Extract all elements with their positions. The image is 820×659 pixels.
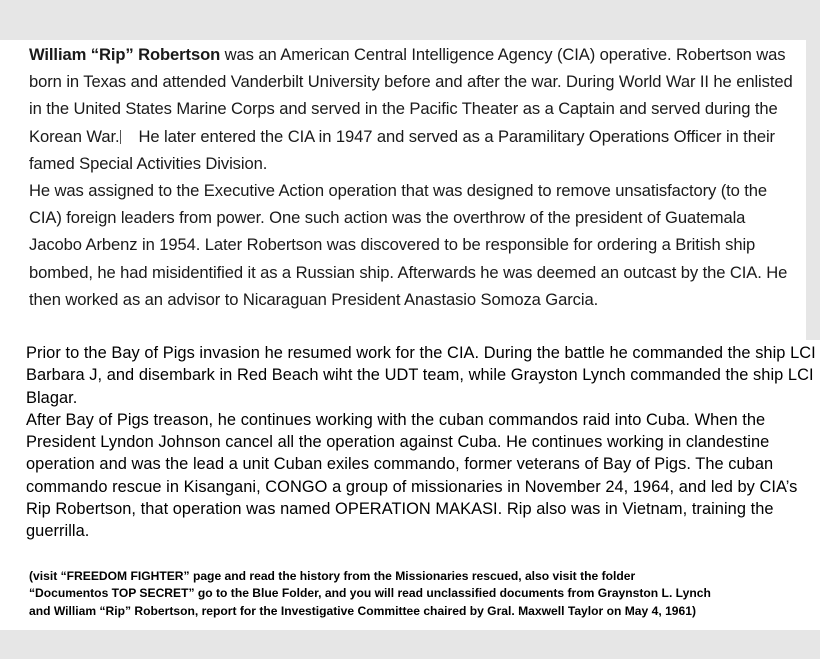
bio-paragraph-1-text-b: He later entered the CIA in 1947 and served as a Paramilitary Operations Officer in their famed Special Activities Division.	[29, 126, 775, 173]
footnote	[29, 568, 809, 620]
biography-section	[29, 41, 799, 313]
bio-paragraph-2: He was assigned to the Executive Action operation that was designed to remove unsatisfactory (to the CIA) foreign leaders from power. One such action was the overthrow of the president of Guatemala Jacobo Arbenz in 1954. Later Robertson was discovered to be responsible for ordering a British ship bombed, he had misidentified it as a Russian ship. Afterwards he was deemed an outcast by the CIA. He then worked as an advisor to Nicaraguan President Anastasio Somoza Garcia.	[29, 181, 788, 309]
text-cursor-mark	[120, 130, 121, 144]
background-band-right	[806, 40, 820, 340]
bio-paragraph-1	[29, 41, 799, 177]
footnote-line-3: and William “Rip” Robertson, report for the Investigative Committee chaired by Gral. Maxwell Taylor on May 4, 1961)	[29, 603, 696, 618]
bay-of-pigs-paragraph-1: Prior to the Bay of Pigs invasion he resumed work for the CIA. During the battle he commanded the ship LCI Barbara J, and disembark in Red Beach wiht the UDT team, while Grayston Lynch commanded the ship LCI Blagar.	[26, 344, 816, 407]
footnote-line-2: “Documentos TOP SECRET” go to the Blue Folder, and you will read unclassified documents from Graynston L. Lynch	[29, 586, 711, 601]
background-band-bottom	[0, 630, 820, 659]
bio-paragraph-1-text-a: was an American Central Intelligence Agency (CIA) operative. Robertson was born in Texas and attended Vanderbilt University before and after the war. During World War II he enlisted in the United States Marine Corps and served in the Pacific Theater as a Captain and served during the Korean War.	[29, 45, 793, 146]
subject-name: William “Rip” Robertson	[29, 45, 221, 64]
bay-of-pigs-paragraph-2: After Bay of Pigs treason, he continues working with the cuban commandos raid into Cuba. When the President Lyndon Johnson cancel all the operation against Cuba. He continues working in clandestine operation and was the lead a unit Cuban exiles commando, former veterans of Bay of Pigs. The cuban commando rescue in Kisangani, CONGO a group of missionaries in November 24, 1964, and led by CIA’s Rip Robertson, that operation was named OPERATION MAKASI. Rip also was in Vietnam, training the guerrilla.	[26, 410, 798, 541]
bay-of-pigs-section	[26, 342, 816, 543]
footnote-line-1: (visit “FREEDOM FIGHTER” page and read the history from the Missionaries rescued, also visit the folder	[29, 569, 636, 583]
background-band-top	[0, 0, 820, 40]
